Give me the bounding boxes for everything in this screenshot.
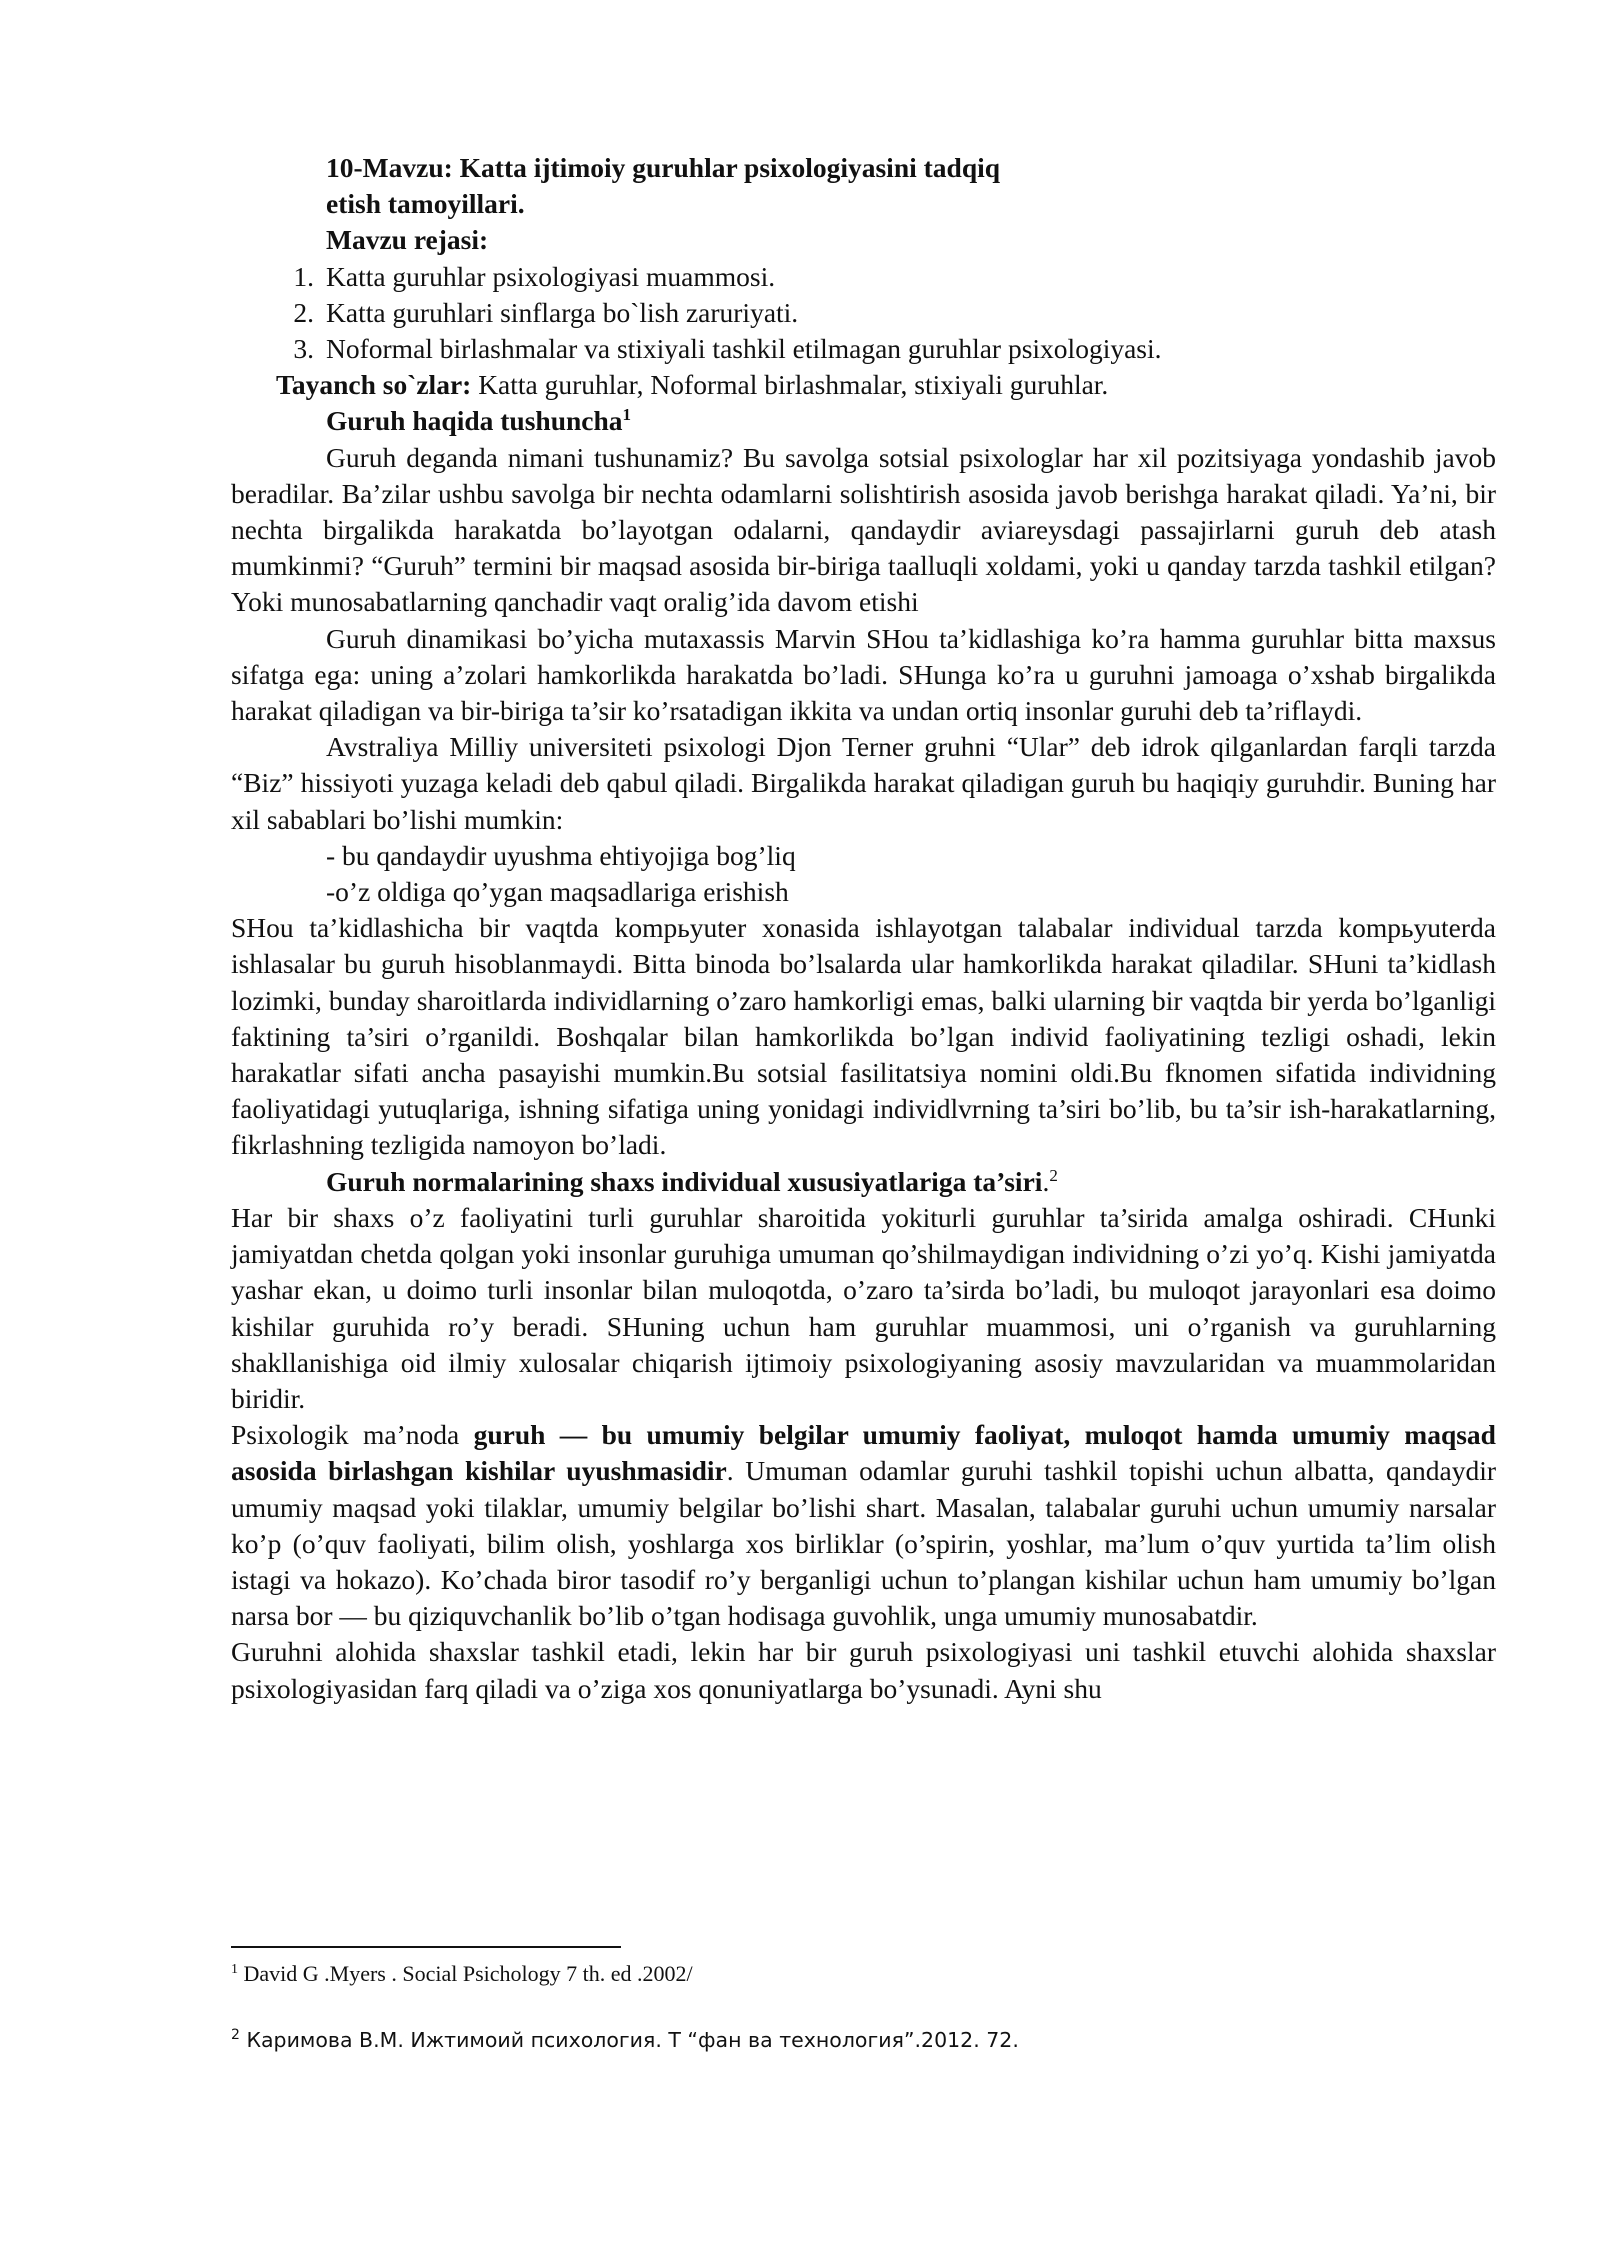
footnote-number: 1 <box>231 1962 238 1977</box>
footnote-1 <box>231 1960 693 1988</box>
paragraph-individuals: Guruhni alohida shaxslar tashkil etadi, lekin har bir guruh psixologiyasi uni tashkil etuvchi alohida shaxslar psixologiyasidan farq qiladi va o’ziga xos qonuniyatlarga bo’ysunadi. Ayni shu <box>231 1636 1496 1704</box>
plan-list <box>231 259 1496 368</box>
plan-item <box>231 331 1496 367</box>
section-title-norms-text: Guruh normalarining shaxs individual xususiyatlariga ta’siri <box>326 1165 1043 1197</box>
bullet-item: - bu qandaydir uyushma ehtiyojiga bog’liq <box>326 839 796 871</box>
plan-item <box>231 295 1496 331</box>
plan-item-text: Katta guruhlari sinflarga bo`lish zaruriyati. <box>326 296 799 328</box>
topic-title-line1: 10-Mavzu: Katta ijtimoiy guruhlar psixologiyasini tadqiq <box>326 152 1001 183</box>
keywords-line <box>231 367 1496 403</box>
plan-heading: Mavzu rejasi: <box>326 224 489 256</box>
footnote-text: Каримова В.М. Ижтимоий психология. Т “фан ва технология”.2012. 72. <box>239 2028 1019 2052</box>
psych-meaning-rest: . Umuman odamlar guruhi tashkil topishi uchun albatta, qandaydir umumiy maqsad yoki tilaklar, umumiy belgilar bo’lishi shart. Masalan, talabalar guruhi uchun umumiy narsalar ko’p (o’quv faoliyati, bilim olish, yoshlarga xos birliklar (o’spirin, yoshlar, ma’lum o’quv yurtida ta’lim olish istagi va hokazo). Ko’chada biror tasodif ro’y berganligi uchun to’plangan kishilar uchun ham umumiy bo’lgan narsa bor — bu qiziquvchanlik bo’lib o’tgan hodisaga guvohlik, unga umumiy munosabatdir. <box>231 1455 1496 1632</box>
footnote-2 <box>231 2026 1019 2054</box>
topic-title-line2: etish tamoyillari. <box>326 188 525 220</box>
paragraph-group-definition: Guruh deganda nimani tushunamiz? Bu savolga sotsial psixologlar har xil pozitsiyaga yondashib javob beradilar. Ba’zilar ushbu savolga bir nechta odamlarni solishtirish asosida javob berishga harakat qiladi. Ya’ni, bir nechta birgalikda harakatda bo’layotgan odalarni, qandaydir aviareysdagi passajirlarni guruh deb atash mumkinmi? “Guruh” termini bir maqsad asosida bir-biriga taalluqli xoldami, yoki u qanday tarzda tashkil etilgan? Yoki munosabatlarning qanchadir vaqt oralig’ida davom etishi <box>231 441 1496 618</box>
document-body <box>231 150 1496 1707</box>
paragraph-psych-meaning <box>231 1417 1496 1634</box>
paragraph-turner: Avstraliya Milliy universiteti psixologi Djon Terner gruhni “Ular” deb idrok qilganlardan farqli tarzda “Biz” hissiyoti yuzaga keladi deb qabul qiladi. Birgalikda harakat qiladigan guruh bu haqiqiy guruhdir. Buning har xil sabablari bo’lishi mumkin: <box>231 731 1496 835</box>
section-title-norms <box>231 1164 1496 1200</box>
paragraph-society: Har bir shaxs o’z faoliyatini turli guruhlar sharoitida yokiturli guruhlar ta’sirida amalga oshiradi. CHunki jamiyatdan chetda qolgan yoki insonlar guruhiga umuman qo’shilmaydigan individning o’zi yo’q. Kishi jamiyatda yashar ekan, u doimo turli insonlar bilan muloqotda, o’zaro ta’sirda bo’ladi, bu muloqot jarayonlari esa doimo kishilar guruhida ro’y beradi. SHuning uchun ham guruhlar muammosi, uni o’rganish va guruhlarning shakllanishiga oid ilmiy xulosalar chiqarish ijtimoiy psixologiyaning asosiy mavzularidan va muammolaridan biridir. <box>231 1201 1496 1414</box>
footnote-ref-2[interactable]: 2 <box>1049 1165 1058 1185</box>
keywords-text: Katta guruhlar, Noformal birlashmalar, stixiyali guruhlar. <box>471 369 1109 401</box>
section-title-norms-period: . <box>1042 1165 1050 1197</box>
plan-item-number: 3. <box>293 333 314 365</box>
paragraph-shaw: Guruh dinamikasi bo’yicha mutaxassis Marvin SHou ta’kidlashiga ko’ra hamma guruhlar bitta maxsus sifatga ega: uning a’zolari hamkorlikda harakatda bo’ladi. SHunga ko’ra u guruhni jamoaga o’xshab birgalikda harakat qiladigan va bir-biriga ta’sir ko’rsatadigan ikkita va undan ortiq insonlar guruhi deb ta’riflaydi. <box>231 622 1496 727</box>
psych-meaning-start: Psixologik ma’noda <box>231 1419 474 1451</box>
footnote-number: 2 <box>231 2027 240 2043</box>
paragraph-facilitation: SHou ta’kidlashicha bir vaqtda kompьyuter xonasida ishlayotgan talabalar individual tarzda kompьyuterda ishlasalar bu guruh hisoblanmaydi. Bitta binoda bo’lsalarda ular hamkorlikda harakat qiladilar. SHuni ta’kidlash lozimki, bunday sharoitlarda individlarning o’zaro hamkorligi emas, balki ularning bir vaqtda bir yerda bo’lganligi faktining ta’siri o’rganildi. Boshqalar bilan hamkorlikda bo’lgan individ faoliyatining tezligi oshadi, lekin harakatlar sifati ancha pasayishi mumkin.Bu sotsial fasilitatsiya nomini oldi.Bu fknomen sifatida individning faoliyatidagi yutuqlariga, ishning sifatiga uning yonidagi individlvrning ta’siri bo’lib, bu ta’sir ish-harakatlarning, fikrlashning tezligida namoyon bo’ladi. <box>231 912 1496 1161</box>
bullet-item: -o’z oldiga qo’ygan maqsadlariga erishish <box>326 876 789 908</box>
footnote-ref-1[interactable]: 1 <box>622 405 632 425</box>
plan-item <box>231 259 1496 295</box>
footnote-text: David G .Myers . Social Psichology 7 th. ed .2002/ <box>238 1961 693 1986</box>
group-definition-bold: guruh — bu umumiy belgilar umumiy faoliyat, muloqot hamda umumiy maqsad asosida birlashgan kishilar uyushmasidir <box>231 1419 1496 1487</box>
plan-item-text: Katta guruhlar psixologiyasi muammosi. <box>326 260 776 292</box>
keywords-label: Tayanch so`zlar: <box>276 369 472 401</box>
plan-item-text: Noformal birlashmalar va stixiyali tashkil etilmagan guruhlar psixologiyasi. <box>326 333 1162 365</box>
plan-item-number: 2. <box>293 296 314 328</box>
section-title-group-text: Guruh haqida tushuncha <box>326 405 623 437</box>
plan-item-number: 1. <box>293 260 314 292</box>
footnote-separator <box>231 1946 621 1948</box>
section-title-group <box>231 403 1496 439</box>
